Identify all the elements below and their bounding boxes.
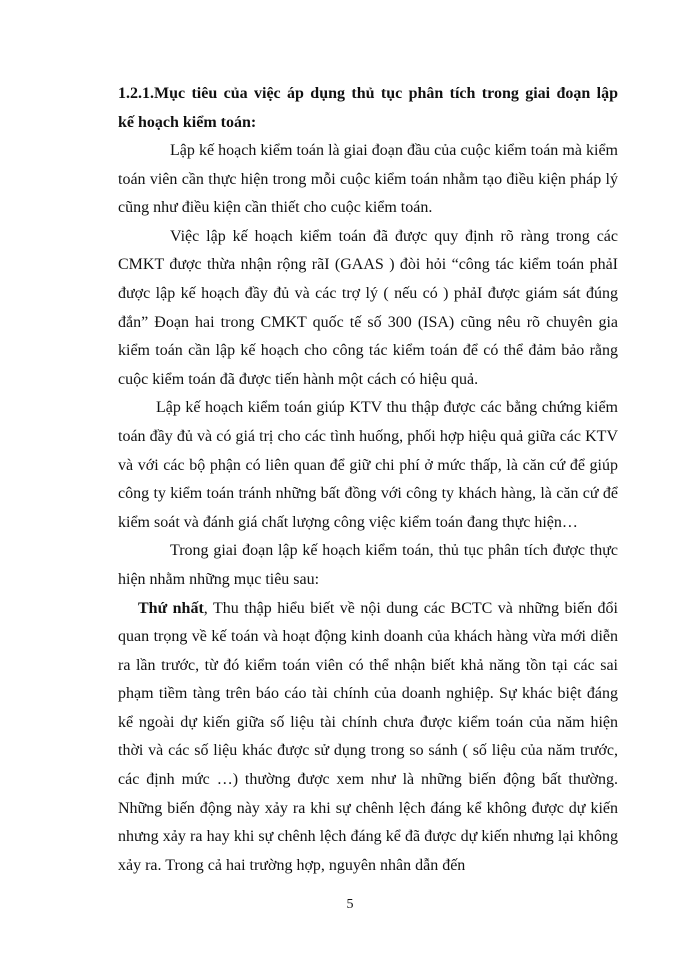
- paragraph-2: Việc lập kế hoạch kiểm toán đã được quy định rõ ràng trong các CMKT được thừa nhận rộng rãI (GAAS ) đòi hỏi “công tác kiểm toán phảI được lập kế hoạch đầy đủ và các trợ lý ( nếu có ) phảI được giám sát đúng đắn” Đoạn hai trong CMKT quốc tế số 300 (ISA) cũng nêu rõ chuyên gia kiểm toán cần lập kế hoạch cho công tác kiểm toán để có thể đảm bảo rằng cuộc kiểm toán đã được tiến hành một cách có hiệu quả.: [118, 227, 618, 388]
- section-heading-line-1: 1.2.1.Mục tiêu của việc áp dụng thủ tục phân tích trong giai đoạn lập: [118, 85, 618, 102]
- paragraph-3: Lập kế hoạch kiểm toán giúp KTV thu thập được các bằng chứng kiểm toán đầy đủ và có giá trị cho các tình huống, phối hợp hiệu quả giữa các KTV và với các bộ phận có liên quan để giữ chi phí ở mức thấp, là căn cứ để giúp công ty kiểm toán tránh những bất đồng với công ty khách hàng, là căn cứ để kiểm soát và đánh giá chất lượng công việc kiểm toán đang thực hiện…: [118, 399, 618, 531]
- section-heading: [118, 79, 618, 137]
- page-number: 5: [346, 897, 354, 912]
- paragraph-1: Lập kế hoạch kiểm toán là giai đoạn đầu của cuộc kiểm toán mà kiểm toán viên cần thực hiện trong mỗi cuộc kiểm toán nhằm tạo điều kiện pháp lý cũng như điều kiện cần thiết cho cuộc kiểm toán.: [118, 142, 618, 217]
- paragraph-5: [118, 595, 618, 881]
- section-heading-line-2: kế hoạch kiểm toán:: [118, 114, 257, 131]
- paragraph-4: Trong giai đoạn lập kế hoạch kiểm toán, thủ tục phân tích được thực hiện nhằm những mục tiêu sau:: [118, 542, 618, 588]
- paragraph-5-lead: Thứ nhất: [138, 599, 204, 617]
- paragraph-5-body: , Thu thập hiểu biết về nội dung các BCTC và những biến đổi quan trọng về kế toán và hoạt động kinh doanh của khách hàng vừa mới diễn ra lần trước, từ đó kiểm toán viên có thể nhận biết khả năng tồn tại các sai phạm tiềm tàng trên báo cáo tài chính của doanh nghiệp. Sự khác biệt đáng kể ngoài dự kiến giữa số liệu tài chính chưa được kiểm toán của năm hiện thời và các số liệu khác được sử dụng trong so sánh ( số liệu của năm trước, các định mức …) thường được xem như là những biến động bất thường. Những biến động này xảy ra khi sự chênh lệch đáng kể không được dự kiến nhưng xảy ra hay khi sự chênh lệch đáng kể đã được dự kiến nhưng lại không xảy ra. Trong cả hai trường hợp, nguyên nhân dẫn đến: [118, 599, 618, 874]
- page-content: [118, 79, 618, 880]
